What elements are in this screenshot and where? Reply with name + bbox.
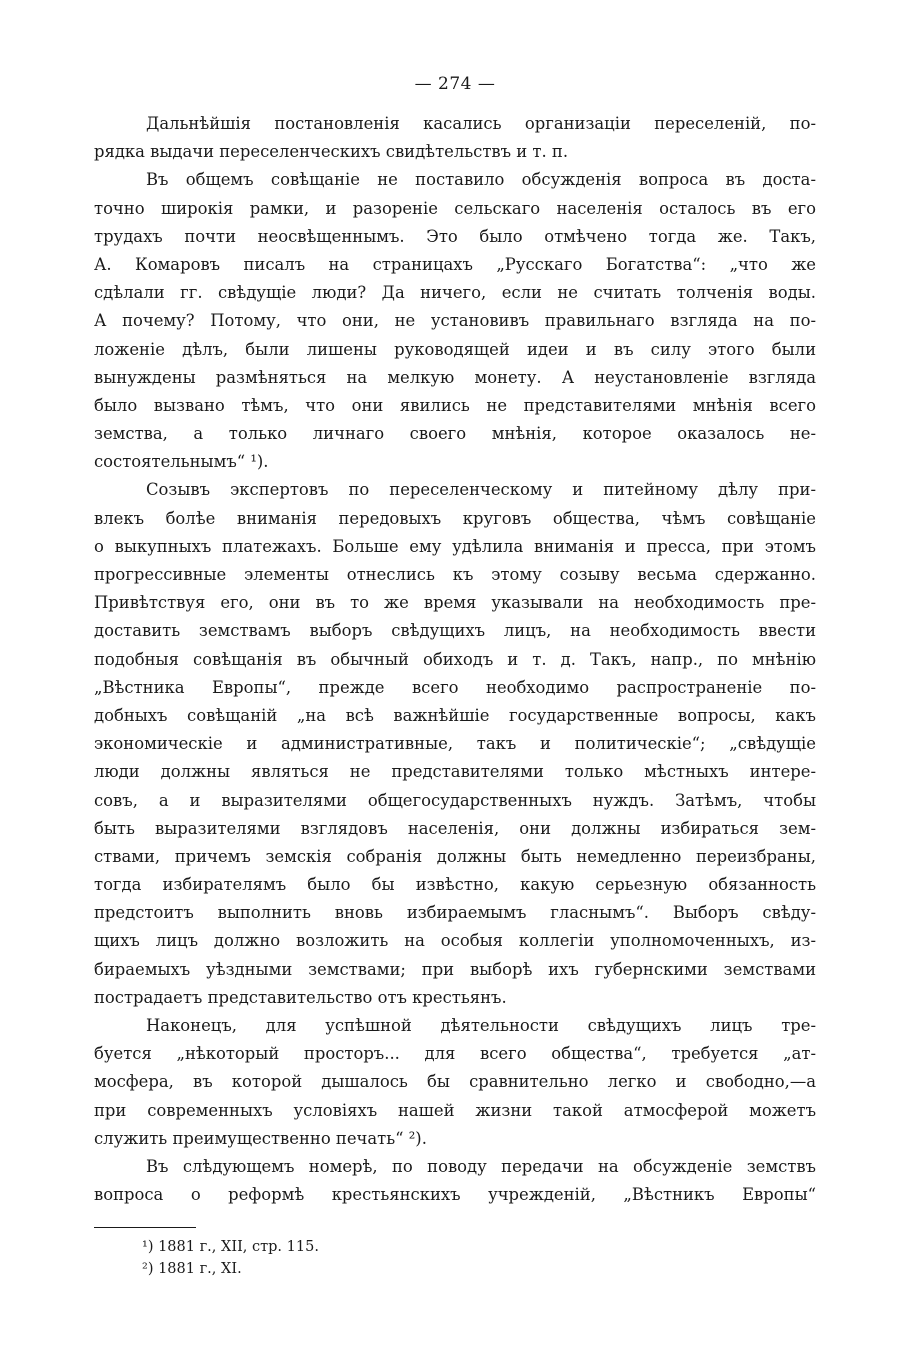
text-line: рядка выдачи переселенческихъ свидѣтельствъ и т. п. [94, 142, 569, 162]
text-line: пострадаетъ представительство отъ крестьянъ. [94, 987, 507, 1007]
text-line: люди должны являться не представителями только мѣстныхъ интере- [94, 762, 816, 782]
text-line: мосфера, въ которой дышалось бы сравнительно легко и свободно,—а [94, 1072, 816, 1092]
text-line: Дальнѣйшія постановленія касались организаціи переселеній, по- [146, 114, 816, 133]
text-line: экономическіе и административные, такъ и политическіе“; „свѣдущіе [94, 734, 816, 754]
text-line: буется „нѣкоторый просторъ... для всего общества“, требуется „ат- [94, 1044, 816, 1064]
footnote-2: ²) 1881 г., XI. [142, 1261, 242, 1278]
text-line: при современныхъ условіяхъ нашей жизни такой атмосферой можетъ [94, 1100, 816, 1120]
text-line: доставить земствамъ выборъ свѣдущихъ лицъ, на необходимость ввести [94, 621, 816, 641]
text-line: сдѣлали гг. свѣдущіе люди? Да ничего, если не считать толченія воды. [94, 283, 816, 303]
paragraph-1 [94, 110, 816, 166]
text-line: Созывъ экспертовъ по переселенческому и питейному дѣлу при- [146, 480, 816, 500]
paragraph-2 [94, 166, 816, 476]
text-line: было вызвано тѣмъ, что они явились не представителями мнѣнія всего [94, 395, 816, 415]
text-line: влекъ болѣе вниманія передовыхъ круговъ общества, чѣмъ совѣщаніе [94, 508, 816, 528]
footnote-divider [94, 1227, 196, 1228]
footnotes [94, 1236, 816, 1280]
text-line: Привѣтствуя его, они въ то же время указывали на необходимость пре- [94, 593, 816, 613]
text-line: прогрессивные элементы отнеслись къ этому созыву весьма сдержанно. [94, 565, 816, 584]
text-line: точно широкія рамки, и разореніе сельскаго населенія осталось въ его [94, 198, 816, 218]
text-line: ложеніе дѣлъ, были лишены руководящей идеи и въ силу этого были [94, 339, 816, 359]
text-line: вынуждены размѣняться на мелкую монету. А неустановленіе взгляда [94, 367, 816, 387]
text-line: подобныя совѣщанія въ обычный обиходъ и т. д. Такъ, напр., по мнѣнію [94, 649, 816, 669]
text-line: А. Комаровъ писалъ на страницахъ „Русскаго Богатства“: „что же [94, 254, 816, 274]
book-page [94, 70, 816, 1280]
text-line: Въ общемъ совѣщаніе не поставило обсужденія вопроса въ доста- [146, 170, 816, 190]
text-line: Въ слѣдующемъ номерѣ, по поводу передачи на обсужденіе земствъ [146, 1156, 816, 1176]
paragraph-4 [94, 1012, 816, 1153]
paragraph-5 [94, 1153, 816, 1209]
text-line: состоятельнымъ“ ¹). [94, 452, 269, 472]
text-line: трудахъ почти неосвѣщеннымъ. Это было отмѣчено тогда же. Такъ, [94, 226, 816, 246]
text-line: земства, а только личнаго своего мнѣнія, которое оказалось не- [94, 424, 816, 444]
footnote-1: ¹) 1881 г., XII, стр. 115. [142, 1239, 319, 1256]
page-number: — 274 — [414, 74, 496, 94]
text-line: Наконецъ, для успѣшной дѣятельности свѣдущихъ лицъ тре- [146, 1016, 816, 1035]
paragraph-3 [94, 476, 816, 1012]
text-line: совъ, а и выразителями общегосударственныхъ нуждъ. Затѣмъ, чтобы [94, 790, 816, 810]
text-line: тогда избирателямъ было бы извѣстно, какую серьезную обязанность [94, 875, 816, 895]
text-line: вопроса о реформѣ крестьянскихъ учрежденій, „Вѣстникъ Европы“ [94, 1185, 816, 1205]
text-line: щихъ лицъ должно возложить на особыя коллегіи уполномоченныхъ, из- [94, 931, 816, 951]
text-line: о выкупныхъ платежахъ. Больше ему удѣлила вниманія и пресса, при этомъ [94, 536, 816, 556]
text-line: „Вѣстника Европы“, прежде всего необходимо распространеніе по- [94, 677, 816, 697]
text-line: ствами, причемъ земскія собранія должны быть немедленно переизбраны, [94, 846, 816, 866]
text-line: добныхъ совѣщаній „на всѣ важнѣйшіе государственные вопросы, какъ [94, 705, 816, 725]
text-line: служить преимущественно печать“ ²). [94, 1128, 427, 1148]
text-line: А почему? Потому, что они, не установивъ правильнаго взгляда на по- [94, 311, 816, 331]
text-line: быть выразителями взглядовъ населенія, они должны избираться зем- [94, 818, 816, 838]
text-line: бираемыхъ уѣздными земствами; при выборѣ ихъ губернскими земствами [94, 959, 816, 979]
text-line: предстоитъ выполнить вновь избираемымъ гласнымъ“. Выборъ свѣду- [94, 903, 816, 923]
